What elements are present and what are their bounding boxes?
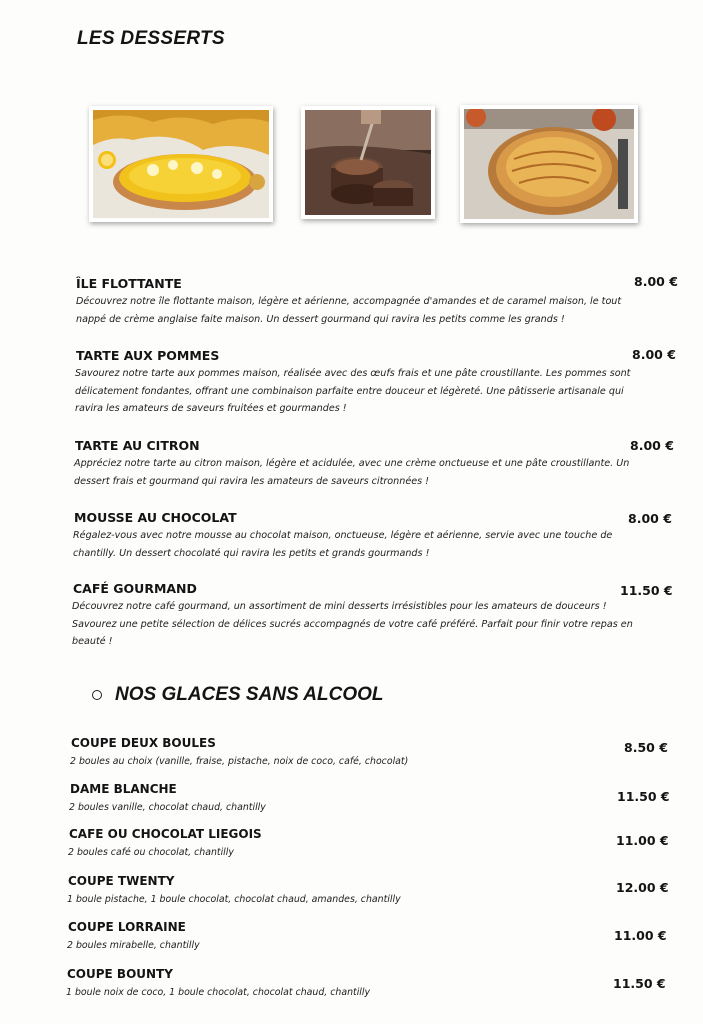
item-price: 8.00 € [632,347,676,362]
item-description: 2 boules au choix (vanille, fraise, pistache, noix de coco, café, chocolat) [70,756,409,767]
photo-tarte-citron [89,106,273,222]
item-name: MOUSSE AU CHOCOLAT [74,510,237,525]
item-name: COUPE TWENTY [68,874,175,888]
page-title: LES DESSERTS [77,28,225,49]
item-price: 11.00 € [614,928,667,943]
section-title: NOS GLACES SANS ALCOOL [115,684,384,705]
item-price: 8.00 € [628,511,672,526]
item-price: 11.50 € [613,976,666,991]
photo-mousse-chocolat [301,106,435,219]
item-name: CAFÉ GOURMAND [73,581,197,596]
item-price: 12.00 € [616,880,669,895]
item-price: 11.00 € [616,833,669,848]
item-name: COUPE LORRAINE [68,920,186,934]
item-name: CAFE OU CHOCOLAT LIEGOIS [69,827,262,841]
item-name: COUPE DEUX BOULES [71,736,216,750]
section-heading-glaces [92,684,383,706]
photo-tarte-pommes [460,105,638,223]
item-price: 11.50 € [617,789,670,804]
item-description: 1 boule pistache, 1 boule chocolat, chocolat chaud, amandes, chantilly [67,894,401,905]
item-description: Découvrez notre café gourmand, un assortiment de mini desserts irrésistibles pour les amateurs de douceurs ! Savourez une petite sélection de délices sucrés accompagnés de votre café préféré. Parfait pour finir votre repas en beauté ! [72,601,633,647]
item-price: 8.00 € [634,274,678,289]
item-description: 2 boules café ou chocolat, chantilly [68,847,234,858]
item-description: Régalez-vous avec notre mousse au chocolat maison, onctueuse, légère et aérienne, servie avec une touche de chantilly. Un dessert chocolaté qui ravira les petits et grands gourmands ! [73,530,613,559]
item-description: Savourez notre tarte aux pommes maison, réalisée avec des œufs frais et une pâte croustillante. Les pommes sont délicatement fondantes, offrant une combinaison parfaite entre douceur et légèreté. Une pâtisserie artisanale qui ravira les amateurs de saveurs fruitées et gourmandes ! [75,368,631,414]
item-description: Appréciez notre tarte au citron maison, légère et acidulée, avec une crème onctueuse et une pâte croustillante. Un dessert frais et gourmand qui ravira les amateurs de saveurs citronnées ! [74,458,630,487]
item-name: TARTE AUX POMMES [76,348,220,363]
item-price: 8.00 € [630,438,674,453]
item-description: Découvrez notre île flottante maison, légère et aérienne, accompagnée d'amandes et de caramel maison, le tout nappé de crème anglaise faite maison. Un dessert gourmand qui ravira les petits comme les grands ! [76,296,622,325]
circle-bullet-icon [92,690,102,700]
item-price: 8.50 € [624,740,668,755]
item-name: ÎLE FLOTTANTE [76,276,182,291]
item-name: TARTE AU CITRON [75,438,200,453]
item-price: 11.50 € [620,583,673,598]
item-name: COUPE BOUNTY [67,967,173,981]
item-description: 2 boules vanille, chocolat chaud, chantilly [69,802,266,813]
item-description: 2 boules mirabelle, chantilly [67,940,200,951]
item-name: DAME BLANCHE [70,782,177,796]
item-description: 1 boule noix de coco, 1 boule chocolat, chocolat chaud, chantilly [66,987,371,998]
